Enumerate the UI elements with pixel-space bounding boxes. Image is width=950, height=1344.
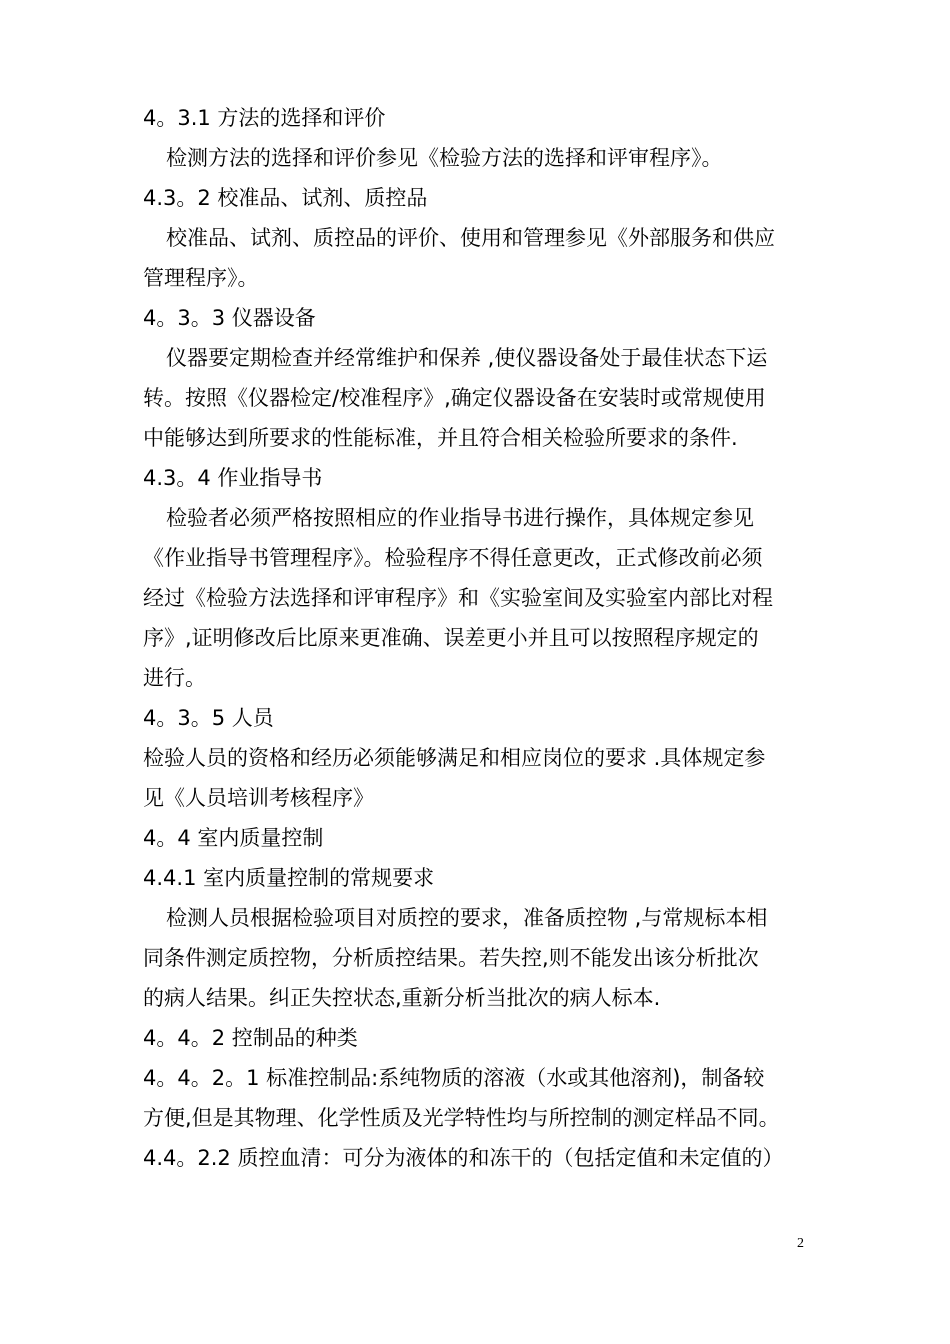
paragraph-line: 检验人员的资格和经历必须能够满足和相应岗位的要求 .具体规定参 xyxy=(143,746,766,770)
section-heading-4-4-2: 4。4。2 控制品的种类 xyxy=(143,1026,358,1050)
section-heading-4-4: 4。4 室内质量控制 xyxy=(143,826,324,850)
paragraph-line: 见《人员培训考核程序》 xyxy=(143,786,374,810)
document-body xyxy=(143,98,823,1178)
paragraph-line: 检验者必须严格按照相应的作业指导书进行操作，具体规定参见 xyxy=(166,506,754,530)
paragraph-line: 4.4。2.2 质控血清：可分为液体的和冻干的（包括定值和未定值的） xyxy=(143,1146,784,1170)
paragraph-line: 《作业指导书管理程序》。检验程序不得任意更改，正式修改前必须 xyxy=(143,546,763,570)
section-heading-4-4-1: 4.4.1 室内质量控制的常规要求 xyxy=(143,866,435,890)
paragraph-line: 仪器要定期检查并经常维护和保养 ,使仪器设备处于最佳状态下运 xyxy=(166,346,768,370)
paragraph-line: 序》,证明修改后比原来更准确、误差更小并且可以按照程序规定的 xyxy=(143,626,759,650)
section-heading-4-3-2: 4.3。2 校准品、试剂、质控品 xyxy=(143,186,428,210)
paragraph-line: 中能够达到所要求的性能标准，并且符合相关检验所要求的条件. xyxy=(143,426,738,450)
section-heading-4-3-5: 4。3。5 人员 xyxy=(143,706,274,730)
paragraph-line: 检测人员根据检验项目对质控的要求，准备质控物 ,与常规标本相 xyxy=(166,906,768,930)
paragraph-line: 方便,但是其物理、化学性质及光学特性均与所控制的测定样品不同。 xyxy=(143,1106,780,1130)
paragraph-line: 进行。 xyxy=(143,666,206,690)
paragraph-line: 的病人结果。纠正失控状态,重新分析当批次的病人标本. xyxy=(143,986,661,1010)
paragraph-line: 4。4。2。1 标准控制品:系纯物质的溶液（水或其他溶剂)，制备较 xyxy=(143,1066,765,1090)
paragraph-line: 转。按照《仪器检定/校准程序》,确定仪器设备在安装时或常规使用 xyxy=(143,386,766,410)
section-heading-4-3-4: 4.3。4 作业指导书 xyxy=(143,466,323,490)
paragraph-line: 管理程序》。 xyxy=(143,266,259,290)
paragraph-line: 校准品、试剂、质控品的评价、使用和管理参见《外部服务和供应 xyxy=(166,226,775,250)
paragraph-line: 经过《检验方法选择和评审程序》和《实验室间及实验室内部比对程 xyxy=(143,586,773,610)
paragraph-line: 同条件测定质控物，分析质控结果。若失控,则不能发出该分析批次 xyxy=(143,946,759,970)
page-number: 2 xyxy=(797,1236,804,1251)
paragraph-line: 检测方法的选择和评价参见《检验方法的选择和评审程序》。 xyxy=(166,146,723,170)
section-heading-4-3-1: 4。3.1 方法的选择和评价 xyxy=(143,106,386,130)
section-heading-4-3-3: 4。3。3 仪器设备 xyxy=(143,306,316,330)
